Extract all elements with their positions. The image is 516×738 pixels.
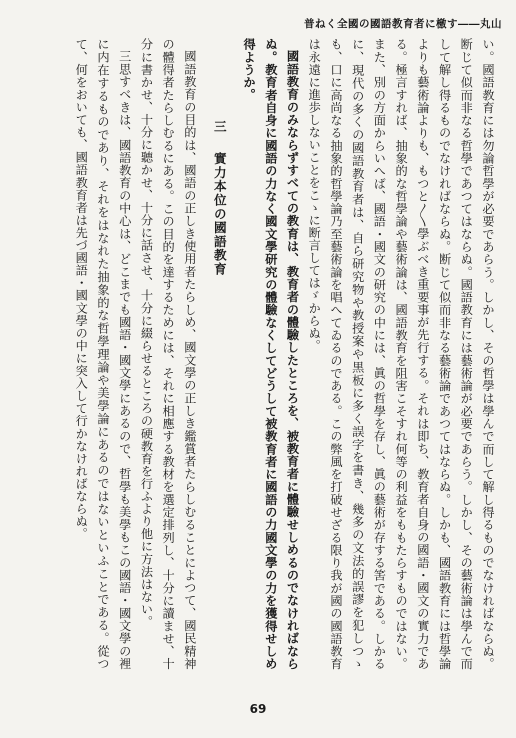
paragraph: 國語教育のみならずすべての教育は、教育者の體驗したところを、被教育者に體驗せしめるのでなければならぬ。教育者自身に國語の力なく國文學研究の體驗なくしてどうして被教育者に國語の力國文學の力を獲得せしめ得ようか。 — [242, 38, 300, 670]
page-number: 69 — [249, 702, 267, 716]
paragraph: 國語教育の目的は、國語の正しき使用者たらしめ、國文學の正しき鑑賞者たらしむることによつて、國民精神の體得者たらしむるにある。この目的を達するためには、それに相應する教材を選定排列し、十分に讀ませ、十分に書かせ、十分に聽かせ、十分に話させ、十分に綴らせるところの硬教育を行ふより他に方法はない。 — [139, 38, 197, 670]
section-number: 三 — [211, 119, 227, 134]
section-title: 實力本位の國語教育 — [211, 151, 227, 277]
body-text — [26, 38, 498, 670]
section-heading — [207, 38, 229, 670]
paragraph: 三思すべきは、國語教育の中心は、どこまでも國語・國文學にあるので、哲學も美學もこの國語・國文學の裡に内在するものであり、それをはなれた抽象的な哲學理論や美學論にあるのではないといふことである。從つて、何をおいても、國語教育者は先づ國語・國文學の中に突入して行かなければならぬ。 — [74, 38, 132, 670]
paragraph: い。國語教育には勿論哲學が必要であらう。しかし、その哲學は學んで而して解し得るものでなければならぬ。断じて似而非なる哲學であつてはならぬ。國語教育には藝術論が必要であらう。しかし、その藝術論は學んで而して解し得るものでなければならぬ。断じて似而非なる藝術論であつてはならぬ。しかも、國語教育には哲學論よりも藝術論よりも、もつと〳〵學ぶべき重要事が先行する。それは即ち、教育者自身の國語・國文の實力である。極言すれば、抽象的な哲學論や藝術論は、國語教育を阻害こそすれ何等の利益をももたらすものではない。また、別の方面からいへば、國語・國文の研究の中には、眞の哲學を存し、眞の藝術が存する筈である。しかるに、現代の多くの國語教育者は、自ら研究物や教授案や黒板に多く誤字を書き、幾多の文法的誤謬を犯しつゝも、口に高尚なる抽象的哲學論乃至藝術論を唱へてゐるのである。この弊風を打破せざる限り我が國の國語教育は永遠に進歩しないことをこゝに断言してはゞからぬ。 — [307, 38, 495, 670]
running-head: 普ねく全國の國語教育者に檄す――丸山 — [304, 18, 502, 30]
